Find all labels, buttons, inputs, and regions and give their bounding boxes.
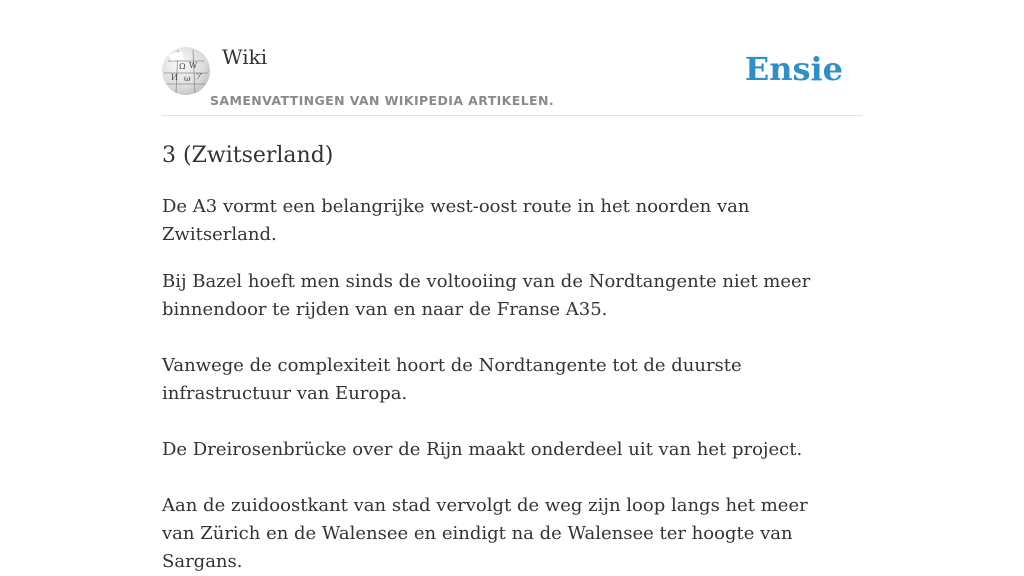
article-title: 3 (Zwitserland) (162, 143, 334, 168)
site-name[interactable]: Wiki (222, 45, 268, 69)
site-tagline: SAMENVATTINGEN VAN WIKIPEDIA ARTIKELEN. (210, 93, 555, 108)
page (162, 0, 862, 576)
article-lead: De A3 vormt een belangrijke west-oost route in het noorden van Zwitserland. (162, 196, 750, 245)
svg-text:W: W (189, 61, 198, 70)
svg-text:И: И (171, 73, 178, 82)
svg-text:Ω: Ω (179, 62, 186, 71)
article-body: Bij Bazel hoeft men sinds de voltooiing van de Nordtangente niet meer binnendoor te rijden van en naar de Franse A35. Vanwege de complexiteit hoort de Nordtangente tot de duurste infrastructuur van Europa. De Dreirosenbrücke over de Rijn maakt onderdeel uit van het project. Aan de zuidoostkant van stad vervolgt de weg zijn loop langs het meer van Zürich en de Walensee en eindigt na de Walensee ter hoogte van Sargans. (162, 271, 811, 572)
ensie-brand-link[interactable]: Ensie (744, 50, 843, 88)
wikipedia-globe-icon[interactable] (162, 47, 210, 95)
svg-text:ア: ア (195, 72, 203, 81)
site-header (162, 0, 862, 116)
svg-text:ω: ω (184, 74, 191, 83)
